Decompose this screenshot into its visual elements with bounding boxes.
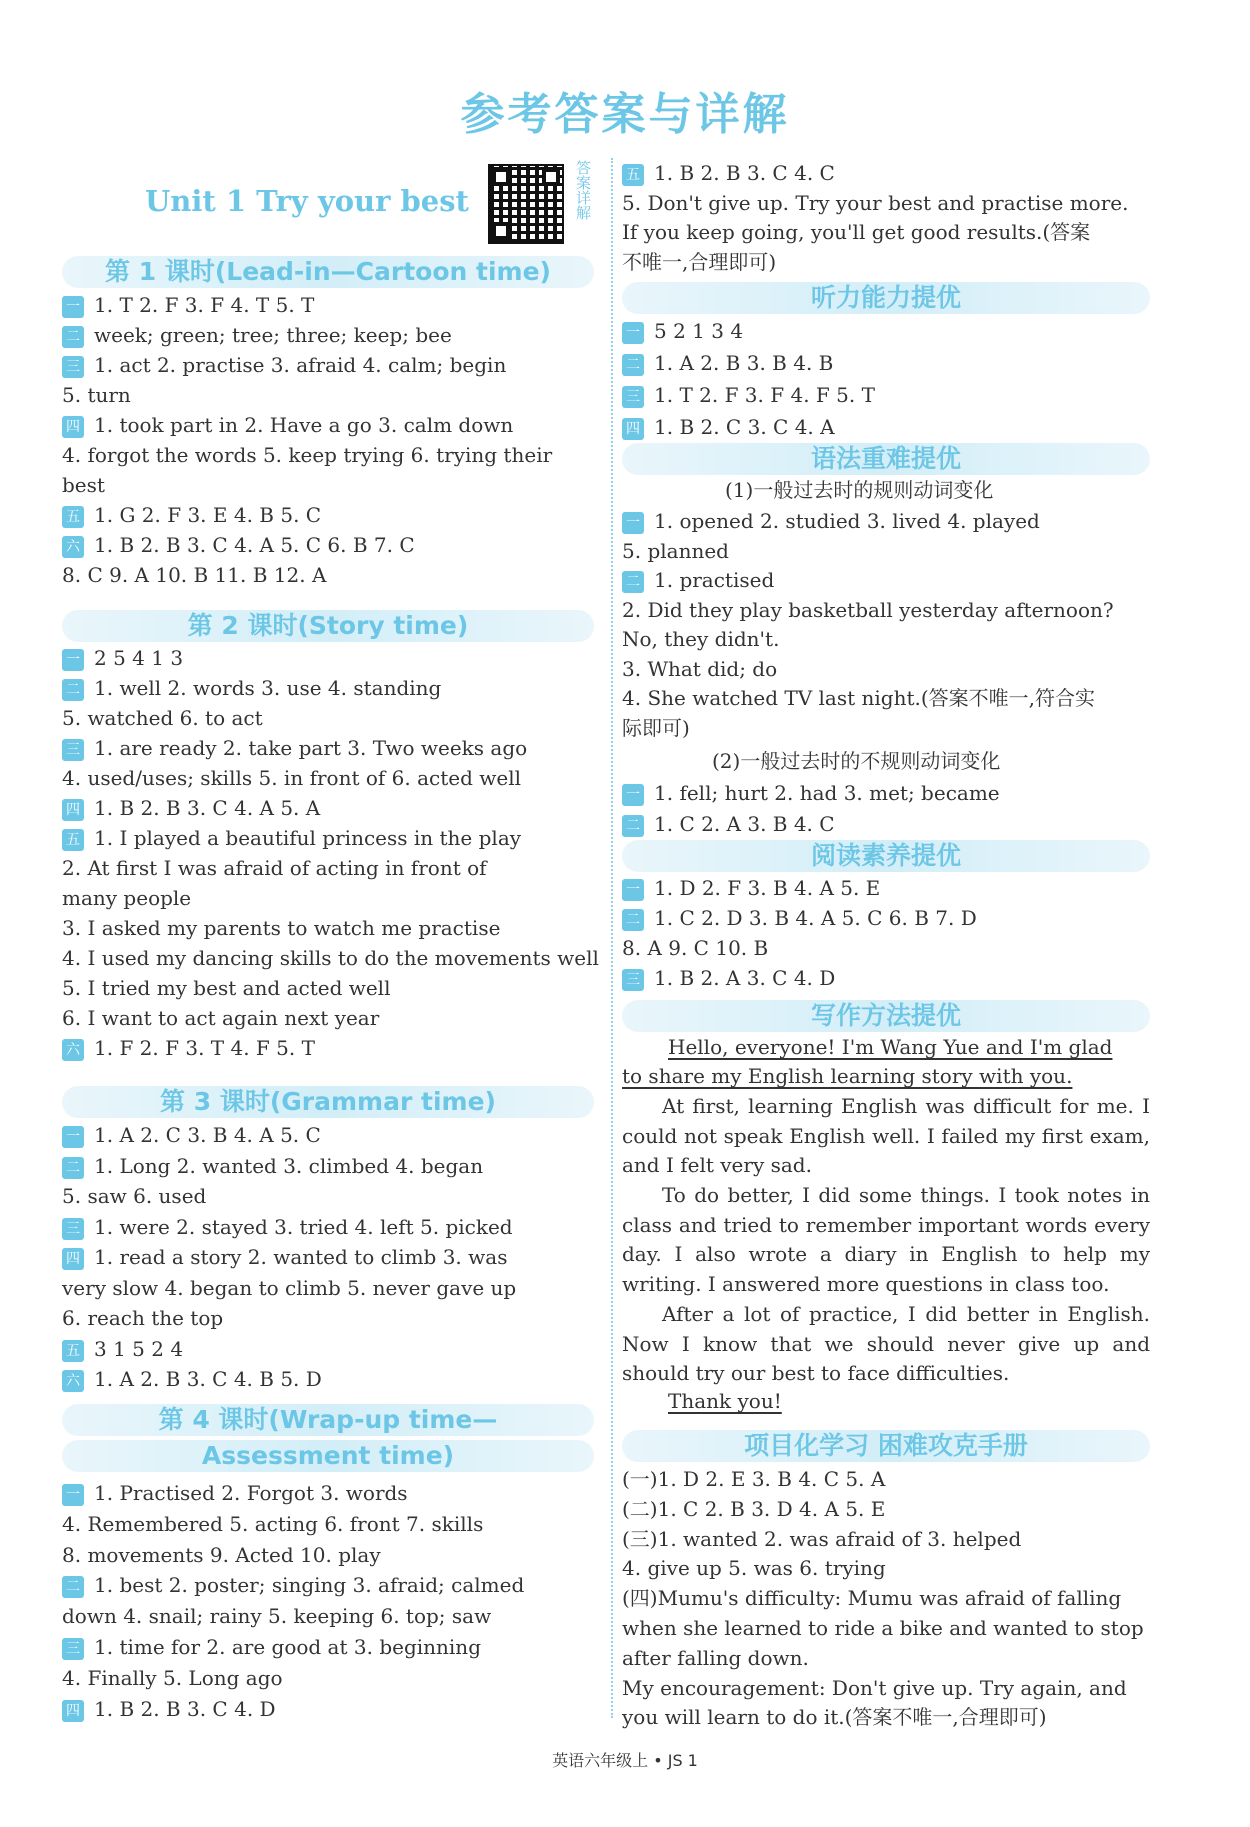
answer-line: [62, 502, 321, 528]
project-line: (四)Mumu's difficulty: Mumu was afraid of falling: [622, 1586, 1122, 1611]
project-line: you will learn to do it.(答案不唯一,合理即可): [622, 1705, 1047, 1730]
question-number-badge: 五: [62, 829, 84, 851]
question-number-badge: 六: [62, 536, 84, 558]
answer-text: 1. B 2. A 3. C 4. D: [654, 966, 836, 990]
answer-line: [62, 765, 521, 791]
question-number-badge: 二: [622, 909, 644, 931]
answer-line: [62, 322, 452, 348]
question-number-badge: 一: [62, 1484, 84, 1506]
answer-line: [622, 811, 835, 837]
answer-text: 1. D 2. F 3. B 4. A 5. E: [654, 876, 881, 900]
section-banner: 第 1 课时(Lead-in—Cartoon time): [62, 256, 594, 288]
section-banner: 阅读素养提优: [622, 840, 1150, 872]
essay-line: Hello, everyone! I'm Wang Yue and I'm glad: [668, 1035, 1113, 1059]
page-title: 参考答案与详解: [460, 89, 790, 140]
answer-line: [62, 292, 314, 318]
answer-line: [62, 795, 320, 821]
question-number-badge: 一: [622, 322, 644, 344]
qr-code-icon[interactable]: [488, 164, 564, 244]
project-line: (二)1. C 2. B 3. D 4. A 5. E: [622, 1496, 886, 1521]
answer-line: [622, 508, 1040, 534]
answer-text: 1. B 2. B 3. C 4. C: [654, 161, 835, 185]
question-number-badge: 三: [62, 1638, 84, 1660]
answer-line: [622, 160, 835, 186]
answer-line: [62, 1511, 483, 1537]
grammar-subheading: (2)一般过去时的不规则动词变化: [712, 749, 1001, 773]
project-line: 4. give up 5. was 6. trying: [622, 1556, 886, 1581]
answer-text: 1. B 2. B 3. C 4. A 5. A: [94, 796, 321, 820]
answer-line: [62, 1005, 379, 1031]
answer-line: [62, 975, 390, 1001]
section-banner: 写作方法提优: [622, 1000, 1150, 1032]
answer-text: 1. are ready 2. take part 3. Two weeks ago: [94, 736, 528, 760]
question-number-badge: 二: [622, 571, 644, 593]
answer-line: [62, 1122, 321, 1148]
answer-line: [62, 1183, 206, 1209]
answer-text: 1. C 2. A 3. B 4. C: [654, 812, 835, 836]
answer-line: [622, 905, 977, 931]
question-number-badge: 五: [62, 1340, 84, 1362]
answer-text: 2 5 4 1 3: [94, 646, 184, 670]
project-line: My encouragement: Don't give up. Try again, and: [622, 1675, 1127, 1700]
section-banner: Assessment time): [62, 1440, 594, 1472]
question-number-badge: 一: [622, 784, 644, 806]
essay-paragraph: At first, learning English was difficult for me. I could not speak English well. I failed my first exam, and I felt very sad.: [622, 1094, 1150, 1177]
page-footer: 英语六年级上 • JS 1: [552, 1751, 698, 1770]
answer-line: [622, 318, 743, 344]
answer-line: [622, 567, 774, 593]
answer-text: 4. Remembered 5. acting 6. front 7. skills: [62, 1511, 484, 1536]
question-number-badge: 三: [62, 739, 84, 761]
question-number-badge: 二: [62, 679, 84, 701]
answer-line: [62, 825, 521, 851]
project-line: when she learned to ride a bike and wanted to stop: [622, 1616, 1144, 1640]
answer-line: [62, 1035, 315, 1061]
answer-text: 1. were 2. stayed 3. tried 4. left 5. picked: [94, 1214, 513, 1239]
question-number-badge: 六: [62, 1039, 84, 1061]
question-number-badge: 三: [622, 386, 644, 408]
answer-text: 5. turn: [62, 383, 131, 407]
answer-line: [62, 1572, 524, 1598]
answer-line: [62, 1480, 408, 1506]
question-number-badge: 二: [62, 326, 84, 348]
answer-line: [62, 412, 513, 438]
answer-text: 1. F 2. F 3. T 4. F 5. T: [94, 1036, 315, 1060]
answer-text: 8. C 9. A 10. B 11. B 12. A: [62, 563, 327, 587]
answer-text: No, they didn't.: [622, 627, 780, 651]
answer-line: [62, 352, 506, 378]
answer-text: 1. best 2. poster; singing 3. afraid; calmed: [94, 1573, 525, 1598]
answer-text: 3. What did; do: [622, 656, 778, 681]
answer-line: [62, 1542, 381, 1568]
question-number-badge: 二: [62, 1576, 84, 1598]
answer-text: 1. B 2. B 3. C 4. D: [94, 1696, 276, 1721]
answer-text: 1. G 2. F 3. E 4. B 5. C: [94, 503, 322, 527]
answer-line: [62, 442, 552, 468]
answer-text: 不唯一,合理即可): [622, 249, 777, 274]
question-number-badge: 四: [62, 1248, 84, 1270]
question-number-badge: 五: [622, 164, 644, 186]
column-divider: [611, 158, 613, 1718]
question-number-badge: 三: [62, 356, 84, 378]
answer-line: [62, 532, 415, 558]
answer-text: 5. Don't give up. Try your best and practise more.: [622, 190, 1129, 215]
answer-text: 1. practised: [654, 568, 775, 592]
answer-text: 4. I used my dancing skills to do the movements well: [62, 946, 599, 970]
answer-text: 1. A 2. B 3. C 4. B 5. D: [94, 1367, 322, 1391]
answer-line: [622, 190, 1128, 216]
answer-text: 5. saw 6. used: [62, 1184, 207, 1208]
section-banner: 听力能力提优: [622, 282, 1150, 314]
answer-text: 1. C 2. D 3. B 4. A 5. C 6. B 7. D: [654, 906, 977, 930]
answer-text: 1. I played a beautiful princess in the play: [94, 826, 522, 850]
question-number-badge: 六: [62, 1370, 84, 1392]
answer-line: [622, 538, 729, 564]
answer-text: 1. Long 2. wanted 3. climbed 4. began: [94, 1153, 484, 1178]
question-number-badge: 四: [622, 418, 644, 440]
section-banner: 第 3 课时(Grammar time): [62, 1086, 594, 1118]
answer-line: [62, 945, 599, 971]
answer-text: If you keep going, you'll get good results.(答案: [622, 220, 1091, 244]
answer-line: [62, 1244, 507, 1270]
answer-line: [62, 915, 500, 941]
answer-line: [62, 382, 131, 408]
grammar-subheading: (1)一般过去时的规则动词变化: [725, 478, 994, 502]
answer-text: 5 2 1 3 4: [654, 319, 744, 343]
unit-title: Unit 1 Try your best: [145, 184, 469, 218]
answer-text: 1. well 2. words 3. use 4. standing: [94, 676, 442, 700]
answer-line: [62, 1366, 322, 1392]
answer-text: 1. took part in 2. Have a go 3. calm down: [94, 413, 514, 437]
answer-line: [62, 855, 487, 881]
section-banner: 语法重难提优: [622, 443, 1150, 475]
answer-text: 1. read a story 2. wanted to climb 3. was: [94, 1245, 508, 1269]
answer-text: 3. I asked my parents to watch me practise: [62, 916, 501, 940]
answer-text: down 4. snail; rainy 5. keeping 6. top; saw: [62, 1604, 492, 1629]
qr-label: 答案详解: [574, 160, 592, 220]
question-number-badge: 三: [62, 1218, 84, 1240]
answer-text: 4. forgot the words 5. keep trying 6. trying their: [62, 443, 553, 467]
answer-text: 8. movements 9. Acted 10. play: [62, 1542, 381, 1567]
answer-text: 6. I want to act again next year: [62, 1006, 380, 1030]
answer-line: [622, 350, 833, 376]
question-number-badge: 二: [62, 1157, 84, 1179]
answer-line: [62, 1214, 513, 1240]
question-number-badge: 四: [62, 799, 84, 821]
essay-paragraph: To do better, I did some things. I took notes in class and tried to remember important words every day. I also wrote a diary in English to help my writing. I answered more questions in class too.: [622, 1183, 1150, 1296]
project-line: after falling down.: [622, 1645, 809, 1670]
answer-text: 1. T 2. F 3. F 4. T 5. T: [94, 293, 315, 317]
answer-text: 4. Finally 5. Long ago: [62, 1665, 283, 1690]
answer-text: 1. Practised 2. Forgot 3. words: [94, 1481, 408, 1505]
project-line: (一)1. D 2. E 3. B 4. C 5. A: [622, 1467, 886, 1491]
answer-text: 1. T 2. F 3. F 4. F 5. T: [654, 383, 875, 407]
answer-text: 3 1 5 2 4: [94, 1336, 184, 1361]
answer-line: [62, 1305, 223, 1331]
question-number-badge: 二: [622, 815, 644, 837]
answer-text: many people: [62, 886, 192, 910]
answer-text: 2. At first I was afraid of acting in front of: [62, 856, 487, 880]
answer-line: [622, 414, 835, 440]
answer-line: [62, 1603, 491, 1629]
answer-line: [62, 1336, 183, 1362]
answer-text: 4. She watched TV last night.(答案不唯一,符合实: [622, 686, 1096, 710]
answer-line: [622, 219, 1090, 245]
section-banner: 项目化学习 困难攻克手册: [622, 1430, 1150, 1462]
answer-line: [62, 562, 326, 588]
answer-line: [622, 875, 880, 901]
answer-text: 1. opened 2. studied 3. lived 4. played: [654, 509, 1040, 533]
question-number-badge: 一: [622, 512, 644, 534]
answer-line: [622, 597, 1114, 623]
answer-text: 5. planned: [622, 538, 729, 563]
answer-text: 1. fell; hurt 2. had 3. met; became: [654, 781, 1000, 805]
answer-text: 1. A 2. C 3. B 4. A 5. C: [94, 1123, 321, 1147]
answer-text: 4. used/uses; skills 5. in front of 6. acted well: [62, 766, 521, 790]
question-number-badge: 三: [622, 969, 644, 991]
answer-line: [62, 645, 183, 671]
essay-line: to share my English learning story with you.: [622, 1064, 1073, 1088]
answer-line: [62, 675, 441, 701]
answer-text: 6. reach the top: [62, 1306, 224, 1330]
question-number-badge: 五: [62, 506, 84, 528]
answer-line: [62, 885, 191, 911]
answer-text: 5. I tried my best and acted well: [62, 976, 391, 1000]
question-number-badge: 二: [622, 354, 644, 376]
answer-text: week; green; tree; three; keep; bee: [94, 323, 452, 347]
answer-line: [62, 1634, 481, 1660]
essay-paragraph: After a lot of practice, I did better in English. Now I know that we should never give up and should try our best to face difficulties.: [622, 1302, 1150, 1385]
answer-line: [62, 735, 527, 761]
answer-line: [62, 1696, 276, 1722]
answer-text: very slow 4. began to climb 5. never gave up: [62, 1275, 517, 1300]
answer-line: [622, 715, 690, 741]
answer-line: [62, 1665, 283, 1691]
answer-line: [622, 780, 1000, 806]
question-number-badge: 四: [62, 416, 84, 438]
answer-line: [62, 705, 263, 731]
answer-line: [622, 626, 779, 652]
answer-line: [622, 685, 1095, 711]
answer-text: 5. watched 6. to act: [62, 706, 263, 730]
answer-line: [622, 965, 835, 991]
answer-line: [622, 382, 875, 408]
answer-text: 1. B 2. C 3. C 4. A: [654, 415, 835, 439]
answer-line: [622, 656, 777, 682]
section-banner: 第 2 课时(Story time): [62, 610, 594, 642]
answer-text: 际即可): [622, 715, 690, 740]
project-line: (三)1. wanted 2. was afraid of 3. helped: [622, 1526, 1022, 1551]
answer-line: [622, 935, 768, 961]
answer-text: 1. act 2. practise 3. afraid 4. calm; begin: [94, 353, 507, 377]
question-number-badge: 一: [62, 649, 84, 671]
answer-text: 1. A 2. B 3. B 4. B: [654, 351, 834, 375]
answer-line: [62, 1275, 516, 1301]
answer-line: [622, 249, 776, 275]
answer-line: [62, 472, 105, 498]
essay-closing: Thank you!: [668, 1389, 782, 1413]
section-banner: 第 4 课时(Wrap-up time—: [62, 1404, 594, 1436]
answer-text: 1. B 2. B 3. C 4. A 5. C 6. B 7. C: [94, 533, 415, 557]
question-number-badge: 一: [62, 296, 84, 318]
question-number-badge: 一: [62, 1126, 84, 1148]
answer-text: best: [62, 473, 105, 497]
answer-text: 2. Did they play basketball yesterday afternoon?: [622, 597, 1114, 622]
answer-line: [62, 1153, 483, 1179]
question-number-badge: 一: [622, 879, 644, 901]
answer-text: 8. A 9. C 10. B: [622, 936, 769, 960]
answer-text: 1. time for 2. are good at 3. beginning: [94, 1635, 481, 1659]
question-number-badge: 四: [62, 1700, 84, 1722]
